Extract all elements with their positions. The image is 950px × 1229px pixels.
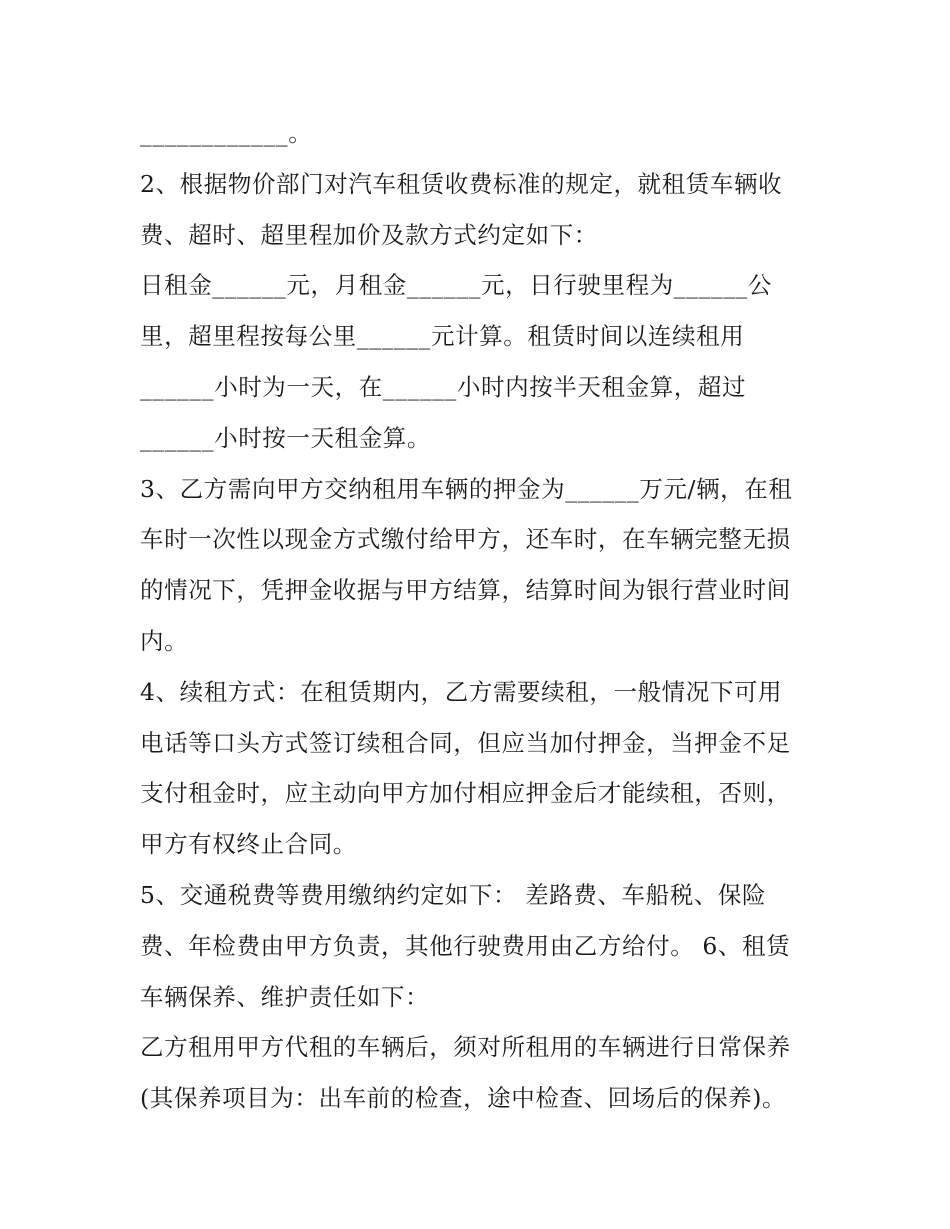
clause-4-line-1: 4、续租方式：在租赁期内，乙方需要续租，一般情况下可用 (140, 677, 783, 706)
clause-3-line-1: 3、乙方需向甲方交纳租用车辆的押金为______万元/辆，在租 (140, 474, 793, 503)
clause-4-line-3: 支付租金时，应主动向甲方加付相应押金后才能续租，否则， (140, 779, 791, 808)
clause-2-line-5: ______小时为一天，在______小时内按半天租金算，超过 (140, 372, 747, 401)
clause-6-line-3: (其保养项目为：出车前的检查，途中检查、回场后的保养)。 (140, 1084, 787, 1113)
clause-6-line-2: 乙方租用甲方代租的车辆后，须对所租用的车辆进行日常保养 (140, 1033, 791, 1062)
clause-4-line-4: 甲方有权终止合同。 (140, 830, 357, 859)
clause-2-line-4: 里，超里程按每公里______元计算。租赁时间以连续租用 (140, 322, 745, 351)
clause-2-line-1: 2、根据物价部门对汽车租赁收费标准的规定，就租赁车辆收 (140, 169, 783, 198)
clause-5-line-1: 5、交通税费等费用缴纳约定如下： 差路费、车船税、保险 (140, 880, 767, 909)
clause-5-line-2: 费、年检费由甲方负责，其他行驶费用由乙方给付。 6、租赁 (140, 931, 791, 960)
clause-6-line-1: 车辆保养、维护责任如下： (140, 982, 430, 1011)
blank-line-ending: ____________。 (140, 119, 313, 147)
clause-2-line-2: 费、超时、超里程加价及款方式约定如下： (140, 220, 598, 249)
clause-3-line-3: 的情况下，凭押金收据与甲方结算，结算时间为银行营业时间 (140, 576, 791, 605)
clause-2-line-3: 日租金______元，月租金______元，日行驶里程为______公 (140, 271, 772, 300)
clause-4-line-2: 电话等口头方式签订续租合同，但应当加付押金，当押金不足 (140, 728, 791, 757)
document-body (140, 108, 820, 1124)
clause-3-line-4: 内。 (140, 626, 189, 655)
clause-2-line-6: ______小时按一天租金算。 (140, 423, 431, 452)
clause-3-line-2: 车时一次性以现金方式缴付给甲方，还车时，在车辆完整无损 (140, 525, 791, 554)
